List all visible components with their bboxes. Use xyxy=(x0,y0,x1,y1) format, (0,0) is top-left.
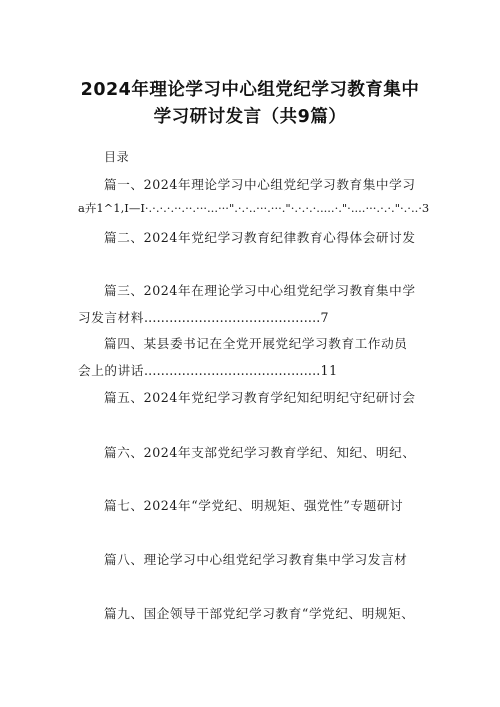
document-title-line1: 2024年理论学习中心组党纪学习教育集中 xyxy=(80,80,420,100)
toc-entry-4-label: 会上的讲话 xyxy=(78,363,144,378)
toc-entry-3-dots: .......................................... xyxy=(143,310,321,325)
toc-entry-9[interactable]: 篇九、国企领导干部党纪学习教育“学党纪、明规矩、 xyxy=(104,606,415,621)
toc-entry-6[interactable]: 篇六、2024年支部党纪学习教育学纪、知纪、明纪、 xyxy=(104,445,416,460)
toc-entry-1-line2[interactable]: a卉1^1,I—I·.·.·.·.··.··.···...···".·.·..···.···."·.·.·.·.....·."·....···.·.·."·.·..·3 xyxy=(78,201,430,215)
toc-entry-1-line1[interactable]: 篇一、2024年理论学习中心组党纪学习教育集中学习 xyxy=(104,177,416,192)
toc-entry-4-line2[interactable] xyxy=(78,360,338,379)
toc-entry-3-line1[interactable]: 篇三、2024年在理论学习中心组党纪学习教育集中学 xyxy=(104,283,416,298)
toc-entry-4-page: 11 xyxy=(320,363,338,378)
toc-entry-2[interactable]: 篇二、2024年党纪学习教育纪律教育心得体会研讨发 xyxy=(104,230,416,245)
toc-heading: 目录 xyxy=(104,150,130,164)
toc-entry-7[interactable]: 篇七、2024年“学党纪、明规矩、强党性”专题研讨 xyxy=(104,498,404,513)
toc-entry-3-line2[interactable] xyxy=(78,307,329,326)
document-title-line2: 学习研讨发言（共9篇） xyxy=(153,107,347,127)
toc-entry-8[interactable]: 篇八、理论学习中心组党纪学习教育集中学习发言材 xyxy=(104,552,408,567)
toc-entry-4-line1[interactable]: 篇四、某县委书记在全党开展党纪学习教育工作动员 xyxy=(104,336,408,351)
toc-entry-5[interactable]: 篇五、2024年党纪学习教育学纪知纪明纪守纪研讨会 xyxy=(104,390,416,405)
toc-entry-3-label: 习发言材料 xyxy=(78,310,144,325)
toc-entry-4-dots: .......................................... xyxy=(143,363,321,378)
toc-entry-3-page: 7 xyxy=(320,310,330,325)
